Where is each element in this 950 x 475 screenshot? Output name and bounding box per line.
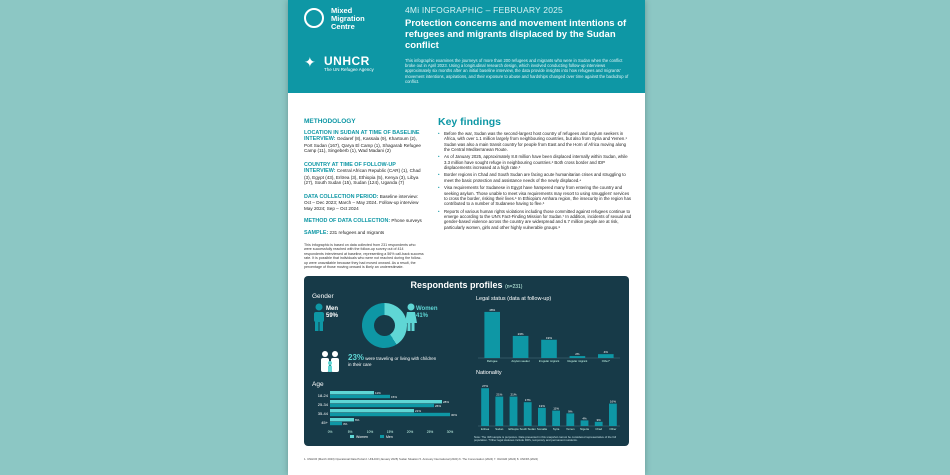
methodology-location bbox=[304, 130, 424, 154]
footnotes: 1. UNHCR (March 2023) Operational Data Portal 2. UNHCR (January 2025) Sudan Situation 5. Amnesty International (2024) 6. The Conversation (2024) 7. OHCHR (2024) 8. UNFPA (2024) bbox=[304, 457, 539, 461]
age-value-women: 6% bbox=[355, 418, 360, 422]
gender-donut-chart bbox=[362, 303, 407, 348]
age-legend-women: Women bbox=[356, 435, 368, 439]
age-category-label: 45+ bbox=[321, 420, 328, 425]
legal-status-chart bbox=[474, 304, 624, 366]
nationality-bar bbox=[524, 402, 532, 426]
nationality-category-label: Eritrea bbox=[480, 427, 490, 431]
key-finding-item: • Reports of various human rights violations including those committed against refugees continue to emerge according to the UN's Fact-Finding Mission for Sudan.⁷ In addition, incidents of sexual and gender-based violence across the country are widespread and 6.7 million people are at risk, particularly women, girls and other highly vulnerable groups.⁸ bbox=[438, 209, 633, 230]
unhcr-tagline: The UN Refugee Agency bbox=[324, 67, 374, 72]
unhcr-name: UNHCR bbox=[324, 54, 370, 68]
period-text: Baseline interview: Oct – Dec 2023; March – May 2024. Follow-up interview May 2024; Sep – Oct 2024 bbox=[304, 194, 419, 211]
mmc-logo-mark-icon bbox=[304, 8, 324, 28]
nationality-title: Nationality bbox=[476, 370, 502, 376]
men-stat bbox=[326, 306, 338, 320]
age-axis-tick: 0% bbox=[327, 430, 333, 434]
nationality-category-label: Ethiopia bbox=[508, 427, 519, 431]
age-chart bbox=[310, 389, 460, 443]
age-bar-men bbox=[330, 404, 434, 407]
age-category-label: 18-24 bbox=[317, 393, 328, 398]
nationality-bar bbox=[510, 397, 518, 426]
nationality-category-label: Somalia bbox=[536, 427, 547, 431]
profiles-sample-size: (n=231) bbox=[505, 284, 523, 290]
country-text: Central African Republic (CAR) (1), Chad (3), Egypt (43), Eritrea (3), Ethiopia (5), Kenya (3), Libya (27), South Sudan (15), Sudan (124), Uganda (7) bbox=[304, 168, 421, 186]
women-percent: 41% bbox=[416, 313, 429, 319]
family-text: were traveling or living with children in their care bbox=[348, 356, 437, 367]
age-category-label: 25-34 bbox=[317, 402, 328, 407]
legal-status-value: 4% bbox=[603, 350, 608, 355]
legal-status-bar bbox=[513, 336, 529, 358]
nationality-chart bbox=[474, 378, 624, 434]
nationality-bar bbox=[595, 422, 603, 426]
nationality-value: 16% bbox=[609, 399, 616, 404]
method-label: METHOD OF DATA COLLECTION: bbox=[304, 218, 391, 224]
mmc-logo-line-3: Centre bbox=[331, 22, 355, 31]
sample-label: SAMPLE: bbox=[304, 230, 329, 236]
country-label: COUNTRY AT TIME OF FOLLOW-UP INTERVIEW: bbox=[304, 162, 396, 175]
methodology-sample bbox=[304, 230, 424, 236]
legal-status-category-label: Other* bbox=[601, 359, 610, 363]
age-title: Age bbox=[312, 381, 324, 388]
methodology-method bbox=[304, 218, 424, 224]
age-bar-men bbox=[330, 395, 390, 398]
legal-status-category-label: Asylum seeker bbox=[511, 359, 530, 363]
nationality-bar bbox=[566, 413, 574, 426]
kicker: 4Mi INFOGRAPHIC – FEBRUARY 2025 bbox=[405, 5, 563, 15]
period-label: DATA COLLECTION PERIOD: bbox=[304, 194, 379, 200]
methodology-note: This infographic is based on data collected from 231 respondents who were successfully reached with the follow-up survey out of 414 respondents interviewed at baseline, representing a 56% call-back success rate. It is possible that individuals who were not reached during the follow-up were unavailable because they had moved onward. As a result, the percentage of those moving onward is likely an underestimate. bbox=[304, 243, 424, 270]
key-finding-item: • As of January 2025, approximately 8.8 million have been displaced internally within Sudan, while 3.3 million have sought refuge in neighbouring countries.² Both cross border and IDP displacements increased at a high rate.³ bbox=[438, 154, 633, 170]
age-value-women: 11% bbox=[375, 391, 381, 395]
location-text: Gedaref (8), Kassala (9), Khartoum (2), Port Sudan (167), Qarya El Camp (1), Shagarab Refugee Camp (11), Singeberb (1), Wad Madani (2) bbox=[304, 136, 421, 154]
nationality-value: 21% bbox=[496, 392, 503, 397]
nationality-bar bbox=[552, 411, 560, 426]
nationality-bar bbox=[581, 420, 589, 426]
legal-status-value: 2% bbox=[575, 352, 580, 357]
nationality-value: 11% bbox=[553, 406, 559, 411]
nationality-value: 4% bbox=[582, 416, 587, 421]
nationality-bar bbox=[481, 388, 489, 426]
header-banner bbox=[288, 0, 645, 93]
women-label: Women bbox=[416, 306, 438, 312]
mmc-logo-line-2: Migration bbox=[331, 14, 365, 23]
gender-title: Gender bbox=[312, 293, 334, 300]
sample-text: 231 refugees and migrants bbox=[329, 230, 385, 235]
nationality-category-label: Sudan bbox=[495, 427, 504, 431]
legal-status-category-label: Refugee bbox=[486, 359, 498, 363]
men-percent: 59% bbox=[326, 313, 339, 319]
nationality-value: 21% bbox=[510, 392, 517, 397]
age-category-label: 35-44 bbox=[317, 411, 328, 416]
age-value-women: 28% bbox=[443, 400, 450, 404]
legal-status-value: 19% bbox=[545, 335, 553, 340]
age-axis-tick: 5% bbox=[347, 430, 353, 434]
key-findings-list bbox=[438, 131, 633, 232]
nationality-value: 3% bbox=[596, 417, 601, 422]
family-percent: 23% bbox=[348, 353, 365, 362]
age-value-men: 26% bbox=[435, 404, 442, 408]
profiles-title bbox=[304, 280, 629, 290]
nationality-bar bbox=[495, 397, 503, 426]
page-title: Protection concerns and movement intentions of refugees and migrants displaced by the Sudan conflict bbox=[405, 18, 627, 51]
age-bar-women bbox=[330, 391, 374, 394]
legal-status-value: 48% bbox=[489, 307, 496, 312]
age-bar-women bbox=[330, 418, 354, 421]
age-legend-swatch-men bbox=[380, 435, 384, 438]
age-legend-swatch-women bbox=[350, 435, 354, 438]
legal-status-bar bbox=[484, 312, 500, 358]
unhcr-logo bbox=[304, 54, 384, 78]
nationality-value: 27% bbox=[482, 384, 489, 389]
man-icon bbox=[312, 303, 326, 331]
location-label: LOCATION IN SUDAN AT TIME OF BASELINE INTERVIEW: bbox=[304, 130, 420, 143]
age-axis-tick: 10% bbox=[366, 430, 374, 434]
legal-status-category-label: Irregular migrant bbox=[538, 359, 560, 363]
nationality-category-label: Syria bbox=[552, 427, 560, 431]
age-axis-tick: 20% bbox=[406, 430, 414, 434]
nationality-category-label: Yemen bbox=[565, 427, 575, 431]
nationality-value: 17% bbox=[524, 398, 531, 403]
family-icon bbox=[319, 350, 343, 372]
unhcr-emblem-icon: ✦ bbox=[304, 54, 316, 70]
legal-status-bar bbox=[598, 354, 614, 358]
nationality-value: 9% bbox=[568, 409, 573, 414]
legal-status-value: 23% bbox=[517, 331, 524, 336]
age-value-men: 15% bbox=[391, 395, 398, 399]
nationality-bar bbox=[538, 408, 546, 426]
age-legend-men: Men bbox=[386, 435, 393, 439]
age-value-women: 21% bbox=[415, 409, 422, 413]
legal-status-category-label: Regular migrant bbox=[567, 359, 588, 363]
nationality-category-label: Other bbox=[609, 427, 617, 431]
age-axis-tick: 25% bbox=[426, 430, 434, 434]
profiles-title-text: Respondents profiles bbox=[410, 280, 503, 290]
mmc-logo-line-1: Mixed bbox=[331, 6, 353, 15]
age-value-men: 3% bbox=[343, 422, 348, 426]
respondents-profiles-panel bbox=[304, 276, 629, 446]
key-finding-item: • Visa requirements for Sudanese in Egypt have hampered many from entering the country and seeking asylum. Those unable to meet visa requirements may resort to using smugglers' services to cross the border, risking their lives.⁵ In Ethiopia's Amhara region, the insecurity in the region has contributed to a number of Sudanese having to flee.⁶ bbox=[438, 185, 633, 206]
methodology-period bbox=[304, 194, 424, 212]
key-finding-item: • Border regions in Chad and South Sudan are facing acute humanitarian crises and struggling to meet the basic protection and assistance needs of the newly displaced.⁴ bbox=[438, 172, 633, 183]
methodology-country bbox=[304, 162, 424, 186]
age-value-men: 30% bbox=[451, 413, 458, 417]
key-findings-title: Key findings bbox=[438, 116, 502, 128]
nationality-bar bbox=[609, 404, 617, 426]
methodology-title: METHODOLOGY bbox=[304, 118, 356, 125]
age-bar-men bbox=[330, 422, 342, 425]
profiles-note: Note: The 4Mi sample is purposive. Data presented in this snapshot cannot be considered representative of the full population. *Other legal statuses include IDPs, temporary and permanent residents. bbox=[474, 435, 617, 443]
method-text: Phone surveys bbox=[391, 218, 422, 223]
family-stat bbox=[348, 355, 438, 367]
key-finding-item: • Before the war, Sudan was the second-largest host country of refugees and asylum seekers in Africa, with over 1.1 million largely from neighbouring countries, but also from Syria and Yemen.¹ Sudan was also a main transit country for people from East and the Horn of Africa moving along the Central Mediterranean Route. bbox=[438, 131, 633, 152]
women-stat bbox=[416, 306, 438, 320]
legal-status-title: Legal status (data at follow-up) bbox=[476, 296, 552, 302]
nationality-category-label: South Sudan bbox=[519, 427, 536, 431]
infographic-page bbox=[288, 0, 645, 475]
age-axis-tick: 15% bbox=[386, 430, 394, 434]
legal-status-bar bbox=[570, 356, 586, 358]
age-bar-men bbox=[330, 413, 450, 416]
nationality-category-label: Nigeria bbox=[580, 427, 589, 431]
legal-status-bar bbox=[541, 340, 557, 358]
age-bar-women bbox=[330, 400, 442, 403]
nationality-value: 13% bbox=[538, 403, 545, 408]
nationality-category-label: Chad bbox=[595, 427, 603, 431]
age-bar-women bbox=[330, 409, 414, 412]
age-axis-tick: 30% bbox=[446, 430, 454, 434]
intro-text: This infographic examines the journeys of more than 200 refugees and migrants who were in Sudan when the conflict broke out in April 2023. Using a longitudinal research design, which involved conducting follow-up interviews approximately six months after an initial baseline interview, the data provide insights into how refugees and migrants' movement intentions, aspirations, and their exposure to abuse and hardships changed over time against the backdrop of conflict. bbox=[405, 58, 629, 84]
mmc-logo bbox=[304, 5, 374, 39]
men-label: Men bbox=[326, 306, 338, 312]
